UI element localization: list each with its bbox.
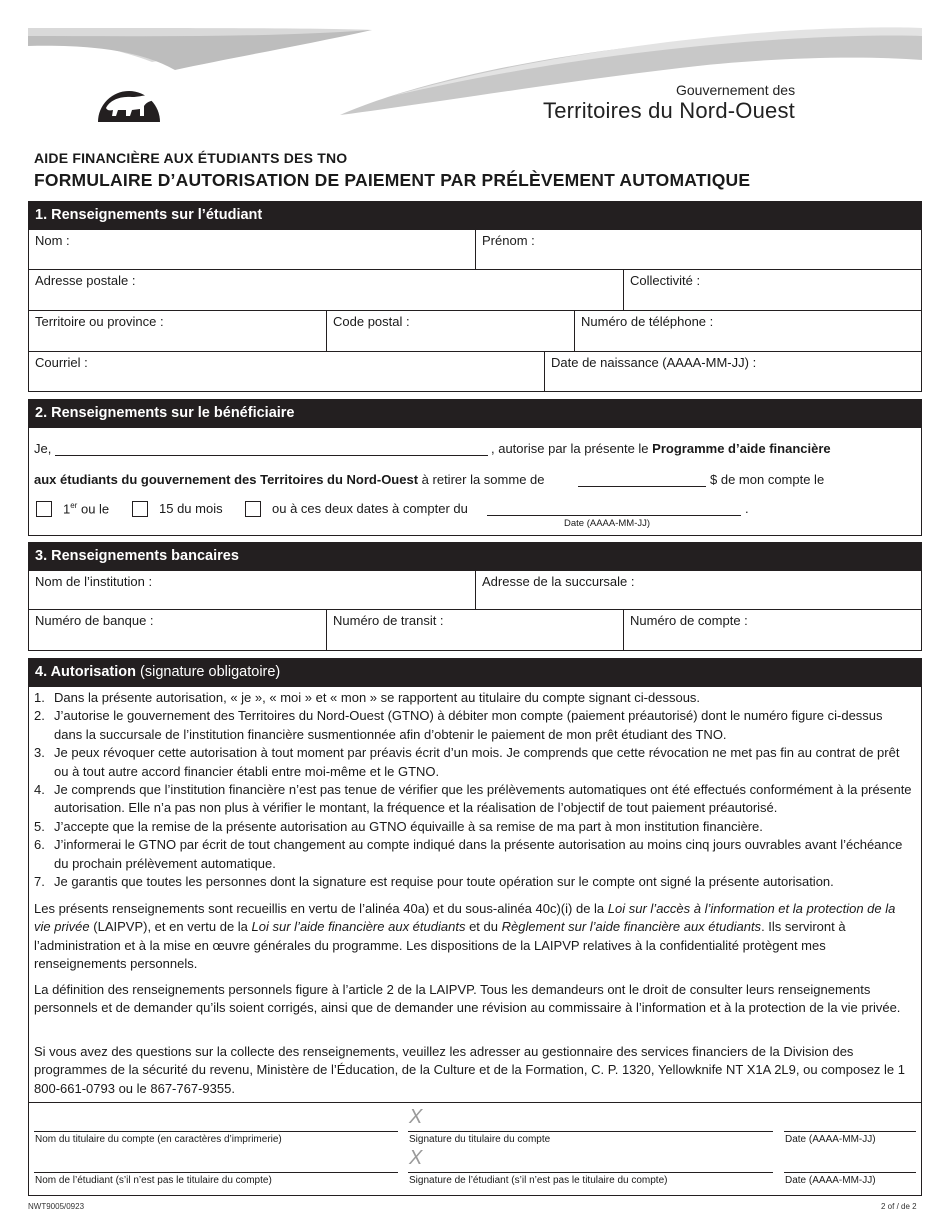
compte-label: Numéro de compte : — [630, 613, 748, 628]
beneficiary-name-input[interactable] — [55, 455, 488, 456]
compte-field[interactable] — [623, 609, 922, 651]
list-item: 7. Je garantis que toutes les personnes dont la signature est requise pour toute opération sur le compte ont signé la présente autorisation. — [34, 874, 834, 890]
telephone-label: Numéro de téléphone : — [581, 314, 714, 329]
amount-input[interactable] — [578, 486, 706, 487]
date-hint-label: Date (AAAA-MM-JJ) — [564, 518, 651, 529]
checkbox-15[interactable] — [132, 501, 148, 517]
government-label-line2: Territoires du Nord-Ouest — [543, 98, 795, 123]
privacy-paragraph-2: La définition des renseignements personnels figure à l’article 2 de la LAIPVP. Tous les demandeurs ont le droit de consulter leurs renseignements personnels et de demander qu’ils soient corrigés, ainsi que de demander une révision au commissaire à l’information et à la protection de la vie privée. — [34, 982, 901, 1016]
transit-field[interactable] — [326, 609, 624, 651]
start-date-input[interactable] — [487, 515, 741, 516]
account-holder-name-label: Nom du titulaire du compte (en caractères d’imprimerie) — [35, 1134, 282, 1145]
period-text: . — [745, 501, 749, 516]
courriel-field[interactable] — [28, 351, 545, 392]
government-label-line1: Gouvernement des — [676, 82, 796, 98]
list-item: 4. Je comprends que l’institution financière n’est pas tenue de vérifier que les prélèvements automatiques ont été effectués conformément à la présente autorisation. Elle n’a pas non plus à vérifier le montant, la fréquence et la réalisation de l’objectif de tout paiement préautorisé. — [34, 782, 912, 816]
list-item: 3. Je peux révoquer cette autorisation à tout moment par préavis écrit d’un mois. Je comprends que cette révocation ne met pas fin au contrat de prêt ou à tout autre accord financier établi entre moi-même et le GTNO. — [34, 745, 900, 779]
courriel-label: Courriel : — [35, 355, 88, 370]
territoire-label: Territoire ou province : — [35, 314, 164, 329]
account-holder-date-label: Date (AAAA-MM-JJ) — [785, 1134, 876, 1145]
form-title: FORMULAIRE D’AUTORISATION DE PAIEMENT PAR PRÉLÈVEMENT AUTOMATIQUE — [34, 170, 751, 190]
authorization-list — [34, 689, 914, 891]
list-item: 1. Dans la présente autorisation, « je », « moi » et « mon » se rapportent au titulaire du compte signant ci-dessous. — [34, 690, 701, 705]
signature-x-mark: X — [409, 1147, 423, 1169]
privacy-paragraph-1: Les présents renseignements sont recueillis en vertu de l’alinéa 40a) et du sous-alinéa 40c)(i) de la Loi sur l’accès à l’information et la protection de la vie privée (LAIPVP), et en vertu de la Loi sur l’aide financière aux étudiants et du Règlement sur l’aide financière aux étudiants. Ils serviront à l’administration et à la mise en œuvre générales du programme. Les dispositions de la LAIPVP relatives à la confidentialité protègent mes renseignements personnels. — [34, 901, 896, 972]
account-holder-signature-input[interactable] — [408, 1131, 773, 1132]
prenom-field[interactable] — [475, 229, 922, 270]
form-code: NWT9005/0923 — [28, 1202, 85, 1211]
institution-label: Nom de l’institution : — [35, 574, 153, 589]
autorise-text: , autorise par la présente le Programme d’aide financière — [491, 441, 831, 456]
telephone-field[interactable] — [574, 310, 922, 352]
compte-text: $ de mon compte le — [710, 472, 825, 487]
option-1er-label: 1er ou le — [63, 501, 110, 517]
collectivite-label: Collectivité : — [630, 273, 701, 288]
option-both-label: ou à ces deux dates à compter du — [272, 501, 468, 516]
option-15-label: 15 du mois — [159, 501, 223, 516]
list-item: 5. J’accepte que la remise de la présente autorisation au GTNO équivaille à sa remise de ma part à mon institution financière. — [34, 818, 763, 834]
prenom-label: Prénom : — [482, 233, 535, 248]
student-date-input[interactable] — [784, 1172, 916, 1173]
account-holder-signature-label: Signature du titulaire du compte — [409, 1134, 551, 1145]
list-item: 2. J’autorise le gouvernement des Territoires du Nord-Ouest (GTNO) à débiter mon compte (paiement préautorisé) dont le numéro figure ci-dessus dans la succursale de l’institution financière susmentionnée afin d’obtenir le paiement de mon prêt étudiant des TNO. — [34, 708, 883, 742]
student-signature-input[interactable] — [408, 1172, 773, 1173]
je-label: Je, — [34, 441, 52, 456]
banque-field[interactable] — [28, 609, 327, 651]
succursale-field[interactable] — [475, 570, 922, 610]
territoire-field[interactable] — [28, 310, 327, 352]
succursale-label: Adresse de la succursale : — [482, 574, 635, 589]
naissance-field[interactable] — [544, 351, 922, 392]
student-name-input[interactable] — [34, 1172, 398, 1173]
program-subtitle: AIDE FINANCIÈRE AUX ÉTUDIANTS DES TNO — [34, 150, 348, 166]
adresse-field[interactable] — [28, 269, 624, 311]
account-holder-name-input[interactable] — [34, 1131, 398, 1132]
student-name-label: Nom de l’étudiant (s’il n’est pas le titulaire du compte) — [35, 1175, 272, 1186]
page-number: 2 of / de 2 — [881, 1202, 917, 1211]
nom-label: Nom : — [35, 233, 70, 248]
account-holder-date-input[interactable] — [784, 1131, 916, 1132]
code-postal-field[interactable] — [326, 310, 575, 352]
section3-header: 3. Renseignements bancaires — [28, 542, 922, 570]
naissance-label: Date de naissance (AAAA-MM-JJ) : — [551, 355, 757, 370]
signature-x-mark: X — [409, 1106, 423, 1128]
student-date-label: Date (AAAA-MM-JJ) — [785, 1175, 876, 1186]
section1-header: 1. Renseignements sur l’étudiant — [28, 201, 922, 229]
checkbox-both[interactable] — [245, 501, 261, 517]
institution-field[interactable] — [28, 570, 476, 610]
polar-bear-logo-icon — [96, 66, 162, 122]
nom-field[interactable] — [28, 229, 476, 270]
banque-label: Numéro de banque : — [35, 613, 154, 628]
student-signature-label: Signature de l’étudiant (s’il n’est pas le titulaire du compte) — [409, 1175, 668, 1186]
section4-header: 4. Autorisation (signature obligatoire) — [28, 658, 922, 686]
aux-etudiants-text: aux étudiants du gouvernement des Territoires du Nord-Ouest à retirer la somme de — [34, 472, 545, 487]
transit-label: Numéro de transit : — [333, 613, 444, 628]
contact-paragraph: Si vous avez des questions sur la collecte des renseignements, veuillez les adresser au gestionnaire des services financiers de la Division des programmes de la sécurité du revenu, Ministère de l’Éducation, de la Culture et de la Formation, C. P. 1320, Yellowknife NT X1A 2L9, ou composez le 1 800-661-0793 ou le 867-767-9355. — [34, 1044, 906, 1096]
list-item: 6. J’informerai le GTNO par écrit de tout changement au compte indiqué dans la présente autorisation au moins cinq jours ouvrables avant l’échéance du prochain prélèvement automatique. — [34, 837, 903, 871]
adresse-label: Adresse postale : — [35, 273, 136, 288]
section2-header: 2. Renseignements sur le bénéficiaire — [28, 399, 922, 427]
checkbox-1er[interactable] — [36, 501, 52, 517]
collectivite-field[interactable] — [623, 269, 922, 311]
code-postal-label: Code postal : — [333, 314, 410, 329]
